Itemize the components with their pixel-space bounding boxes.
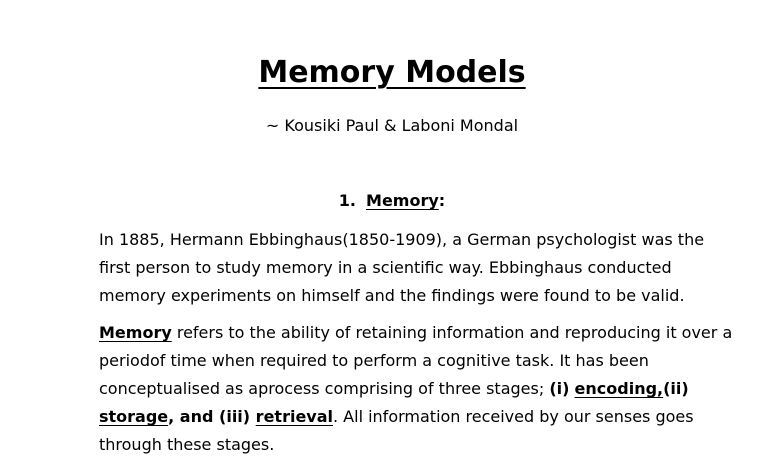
term-storage: storage xyxy=(99,407,169,426)
term-encoding: encoding, xyxy=(574,379,664,398)
section-term: Memory xyxy=(366,191,439,210)
line-text: conceptualised as aprocess comprising of three stages; xyxy=(99,379,550,398)
stage-marker-i: (i) xyxy=(549,379,570,398)
paragraph-line xyxy=(99,319,739,347)
section-heading xyxy=(0,191,784,211)
stage-marker-iii: , and (iii) xyxy=(168,407,256,426)
paragraph-ebbinghaus xyxy=(99,226,739,310)
paragraph-line xyxy=(99,403,739,431)
term-memory: Memory xyxy=(99,323,172,342)
line-text: . All information received by our senses goes xyxy=(333,407,694,426)
line-text: refers to the ability of retaining information and reproducing it over a xyxy=(171,323,733,342)
author-line: ~ Kousiki Paul & Laboni Mondal xyxy=(265,116,519,135)
section-colon: : xyxy=(438,191,446,210)
paragraph-line: through these stages. xyxy=(99,435,275,454)
paragraph-line: periodof time when required to perform a cognitive task. It has been xyxy=(99,351,649,370)
stage-marker-ii: (ii) xyxy=(663,379,689,398)
paragraph-line: memory experiments on himself and the findings were found to be valid. xyxy=(99,286,685,305)
paragraph-line xyxy=(99,375,739,403)
paragraph-line: In 1885, Hermann Ebbinghaus(1850-1909), a German psychologist was the xyxy=(99,230,705,249)
term-retrieval: retrieval xyxy=(255,407,333,426)
section-number: 1. xyxy=(338,191,357,210)
paragraph-line: first person to study memory in a scientific way. Ebbinghaus conducted xyxy=(99,258,672,277)
paragraph-memory-definition xyxy=(99,319,739,459)
document-title: Memory Models xyxy=(258,55,526,90)
